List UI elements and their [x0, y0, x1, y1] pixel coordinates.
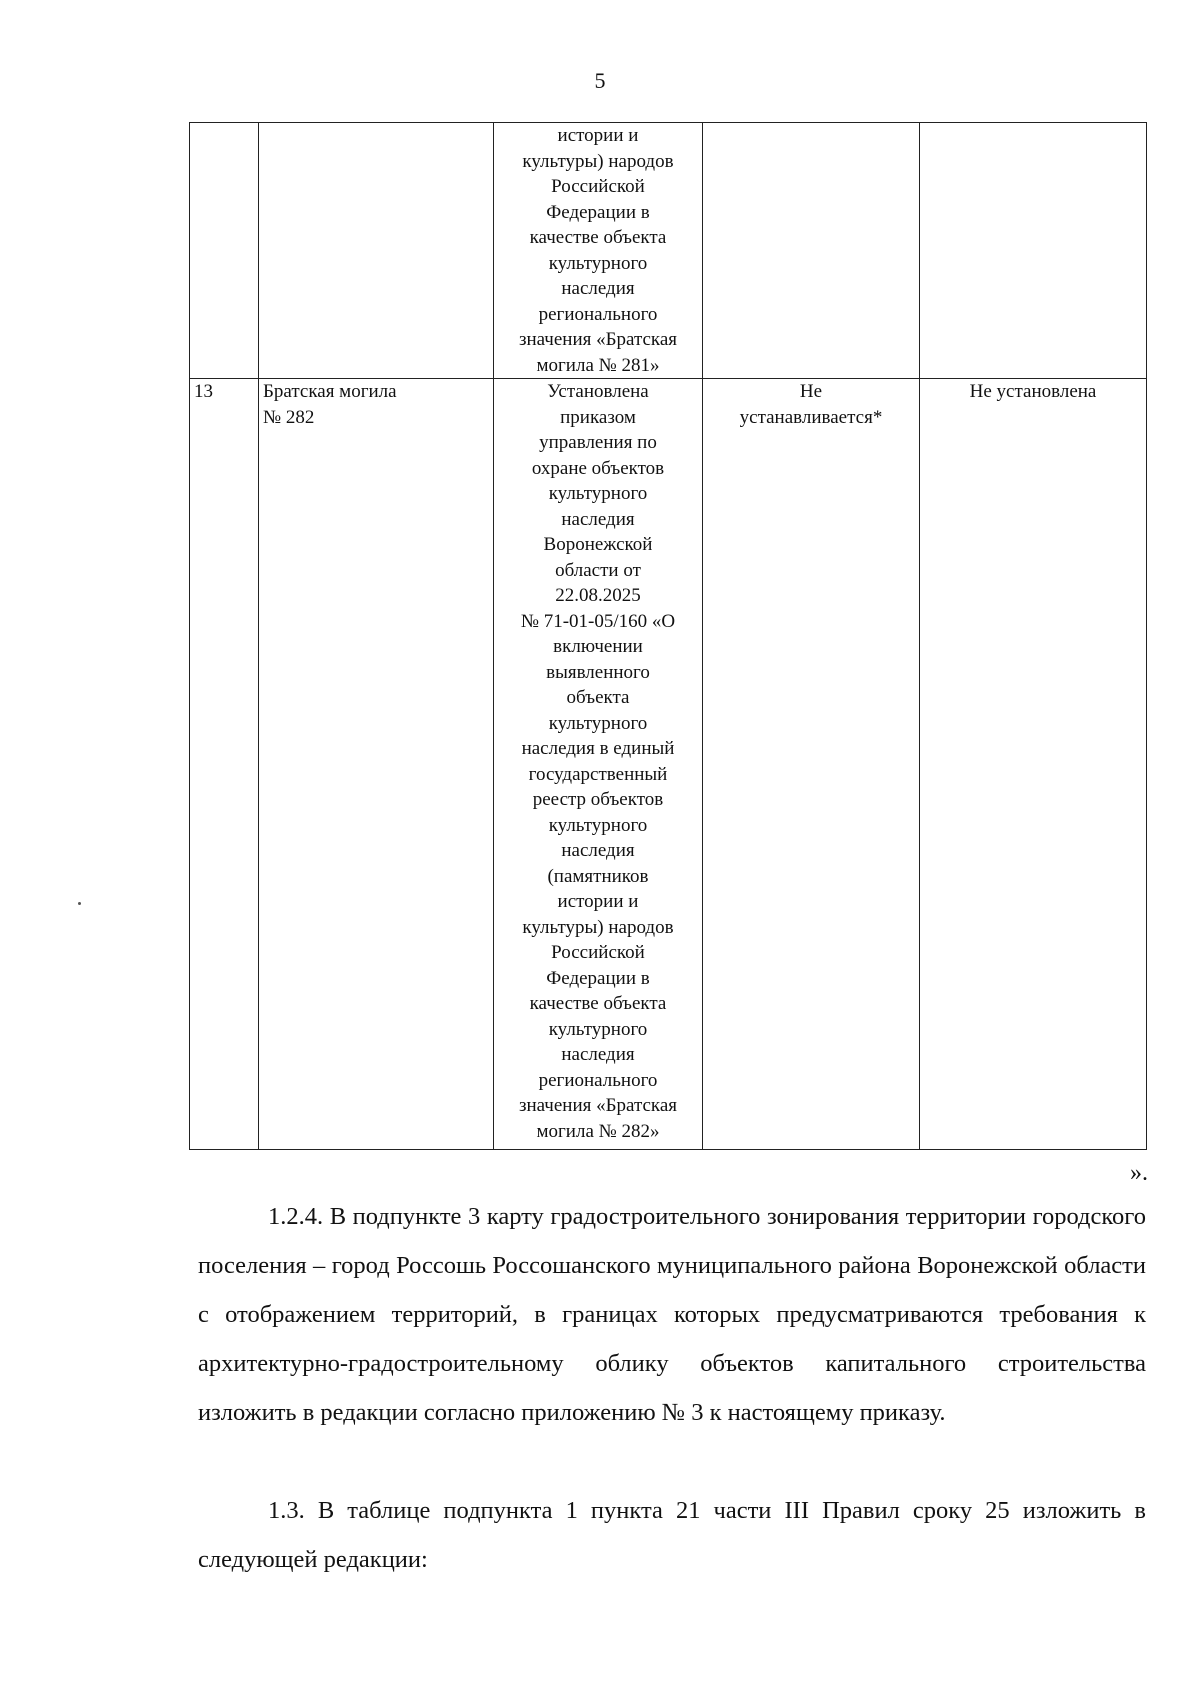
- requirements-cell: [920, 123, 1147, 379]
- scan-speck: [78, 902, 81, 905]
- requirements-cell: Не установлена: [920, 379, 1147, 1150]
- zone-cell: [703, 123, 920, 379]
- paragraph-1-2-4: 1.2.4. В подпункте 3 карту градостроительного зонирования территории городского поселения – город Россошь Россошанского муниципального района Воронежской области с отображением территорий, в границах которых предусматриваются требования к архитектурно-градостроительному облику объектов капитального строительства изложить в редакции согласно приложению № 3 к настоящему приказу.: [198, 1203, 1146, 1426]
- heritage-table: [189, 122, 1147, 1150]
- paragraph-1-3: 1.3. В таблице подпункта 1 пункта 21 части III Правил сроку 25 изложить в следующей редакции:: [198, 1497, 1146, 1573]
- table-closing-mark: ».: [1130, 1160, 1148, 1186]
- row-number-cell: [190, 123, 259, 379]
- page-number: 5: [594, 68, 606, 93]
- document-cell: истории и культуры) народов Российской Федерации в качестве объекта культурного наследия регионального значения «Братская могила № 281»: [494, 123, 703, 379]
- table-row: [190, 123, 1147, 379]
- table-row: [190, 379, 1147, 1150]
- row-number-cell: 13: [190, 379, 259, 1150]
- object-name-cell: [259, 123, 494, 379]
- zone-cell: Не устанавливается*: [703, 379, 920, 1150]
- object-name-cell: Братская могила № 282: [259, 379, 494, 1150]
- document-cell: Установлена приказом управления по охране объектов культурного наследия Воронежской области от 22.08.2025 № 71-01-05/160 «О включении выявленного объекта культурного наследия в единый государственный реестр объектов культурного наследия (памятников истории и культуры) народов Российской Федерации в качестве объекта культурного наследия регионального значения «Братская могила № 282»: [494, 379, 703, 1150]
